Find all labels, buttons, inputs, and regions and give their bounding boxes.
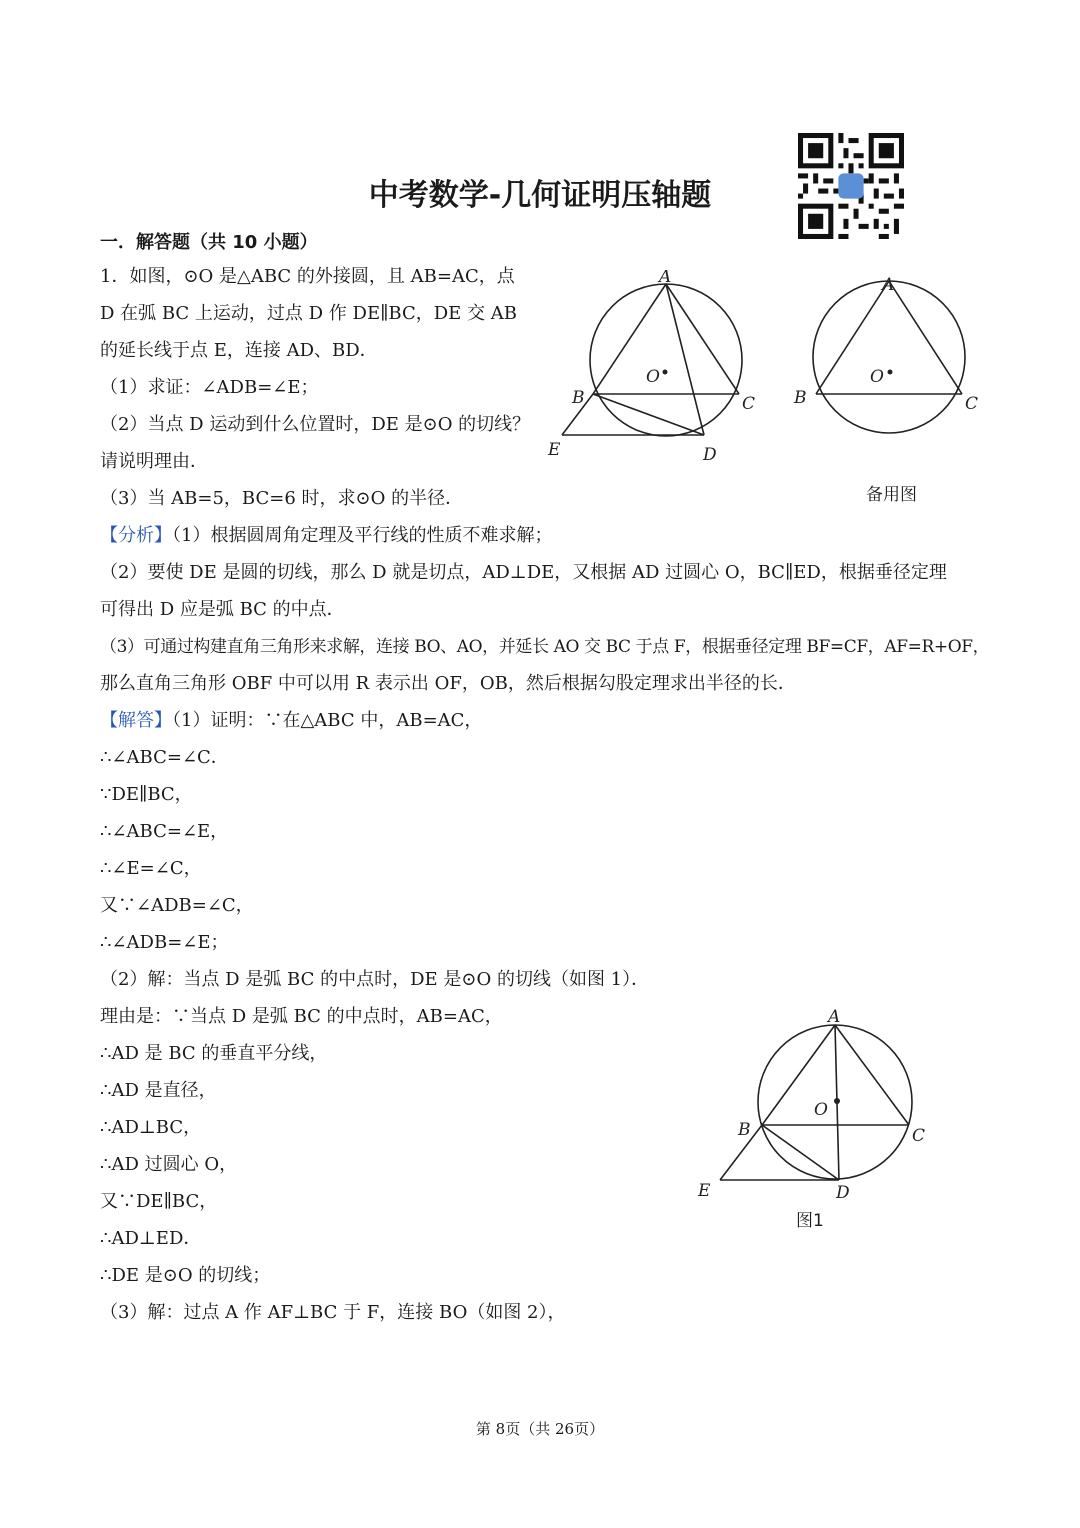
figure-1-caption: 图1: [796, 1211, 824, 1231]
solution-line: ∴∠ADB=∠E；: [100, 932, 229, 953]
label-a: A: [828, 1007, 841, 1027]
analysis-line: （3）可通过构建直角三角形来求解，连接 BO、AO，并延长 AO 交 BC 于点 F，根据垂径定理 BF=CF，AF=R+OF，: [100, 637, 990, 657]
question-line: 请说明理由．: [100, 451, 208, 472]
solution-tag: 【解答】: [100, 710, 172, 731]
analysis-line: 可得出 D 应是弧 BC 的中点．: [100, 599, 345, 620]
solution-line: 又∵DE∥BC，: [100, 1191, 218, 1212]
label-c: C: [912, 1126, 926, 1146]
analysis-text: （1）根据圆周角定理及平行线的性质不难求解；: [172, 525, 553, 546]
figure-backup: [790, 270, 990, 460]
question-line: 的延长线于点 E，连接 AD、BD．: [100, 340, 378, 361]
question-line: 1．如图，⊙O 是△ABC 的外接圆，且 AB=AC，点: [100, 266, 515, 287]
label-e: E: [698, 1181, 711, 1201]
label-d: D: [836, 1183, 850, 1203]
solution-line: （2）解：当点 D 是弧 BC 的中点时，DE 是⊙O 的切线（如图 1）．: [100, 969, 650, 990]
circle-o: [590, 284, 742, 436]
analysis-line: （2）要使 DE 是圆的切线，那么 D 就是切点，AD⊥DE，又根据 AD 过圆心 O，BC∥ED，根据垂径定理: [100, 562, 947, 583]
label-c: C: [965, 394, 979, 414]
solution-line: ∴AD 过圆心 O，: [100, 1154, 238, 1175]
analysis-line: [100, 524, 552, 548]
question-line: D 在弧 BC 上运动，过点 D 作 DE∥BC，DE 交 AB: [100, 303, 517, 324]
label-o: O: [814, 1100, 828, 1120]
analysis-line: 那么直角三角形 OBF 中可以用 R 表示出 OF，OB，然后根据勾股定理求出半径的长．: [100, 673, 796, 694]
solution-line: ∴∠ABC=∠E，: [100, 821, 229, 842]
figure-main: [540, 270, 780, 470]
solution-line: ∴DE 是⊙O 的切线；: [100, 1265, 271, 1286]
question-line: （2）当点 D 运动到什么位置时，DE 是⊙O 的切线？: [100, 414, 531, 435]
solution-line: ∵DE∥BC，: [100, 784, 193, 805]
solution-line: 又∵∠ADB=∠C，: [100, 895, 254, 916]
label-b: B: [794, 388, 807, 408]
section-heading: 一．解答题（共 10 小题）: [100, 232, 318, 253]
figure-1: [690, 1005, 940, 1205]
label-b: B: [738, 1120, 751, 1140]
solution-line: ∴AD 是 BC 的垂直平分线，: [100, 1043, 328, 1064]
solution-line: ∴AD⊥ED．: [100, 1228, 202, 1249]
label-e: E: [548, 440, 561, 460]
label-c: C: [742, 394, 756, 414]
page-footer: 第 8页（共 26页）: [475, 1420, 605, 1438]
label-o: O: [646, 367, 660, 387]
label-a: A: [882, 275, 895, 295]
solution-line: ∴AD⊥BC，: [100, 1117, 202, 1138]
solution-line: [100, 709, 482, 733]
backup-figure-caption: 备用图: [866, 485, 917, 505]
solution-line: 理由是：∵当点 D 是弧 BC 的中点时，AB=AC，: [100, 1006, 503, 1027]
solution-line: ∴∠E=∠C，: [100, 858, 202, 879]
label-a: A: [659, 270, 672, 287]
analysis-tag: 【分析】: [100, 525, 172, 546]
label-d: D: [703, 445, 717, 465]
solution-line: （3）解：过点 A 作 AF⊥BC 于 F，连接 BO（如图 2），: [100, 1302, 566, 1323]
page-title: 中考数学-几何证明压轴题: [368, 178, 712, 213]
solution-line: ∴AD 是直径，: [100, 1080, 217, 1101]
qr-code-icon: [798, 133, 904, 239]
question-line: （3）当 AB=5，BC=6 时，求⊙O 的半径．: [100, 488, 464, 509]
question-line: （1）求证：∠ADB=∠E；: [100, 377, 319, 398]
solution-text: （1）证明：∵在△ABC 中，AB=AC，: [172, 710, 483, 731]
label-o: O: [870, 367, 884, 387]
label-b: B: [572, 388, 585, 408]
solution-line: ∴∠ABC=∠C．: [100, 747, 229, 768]
